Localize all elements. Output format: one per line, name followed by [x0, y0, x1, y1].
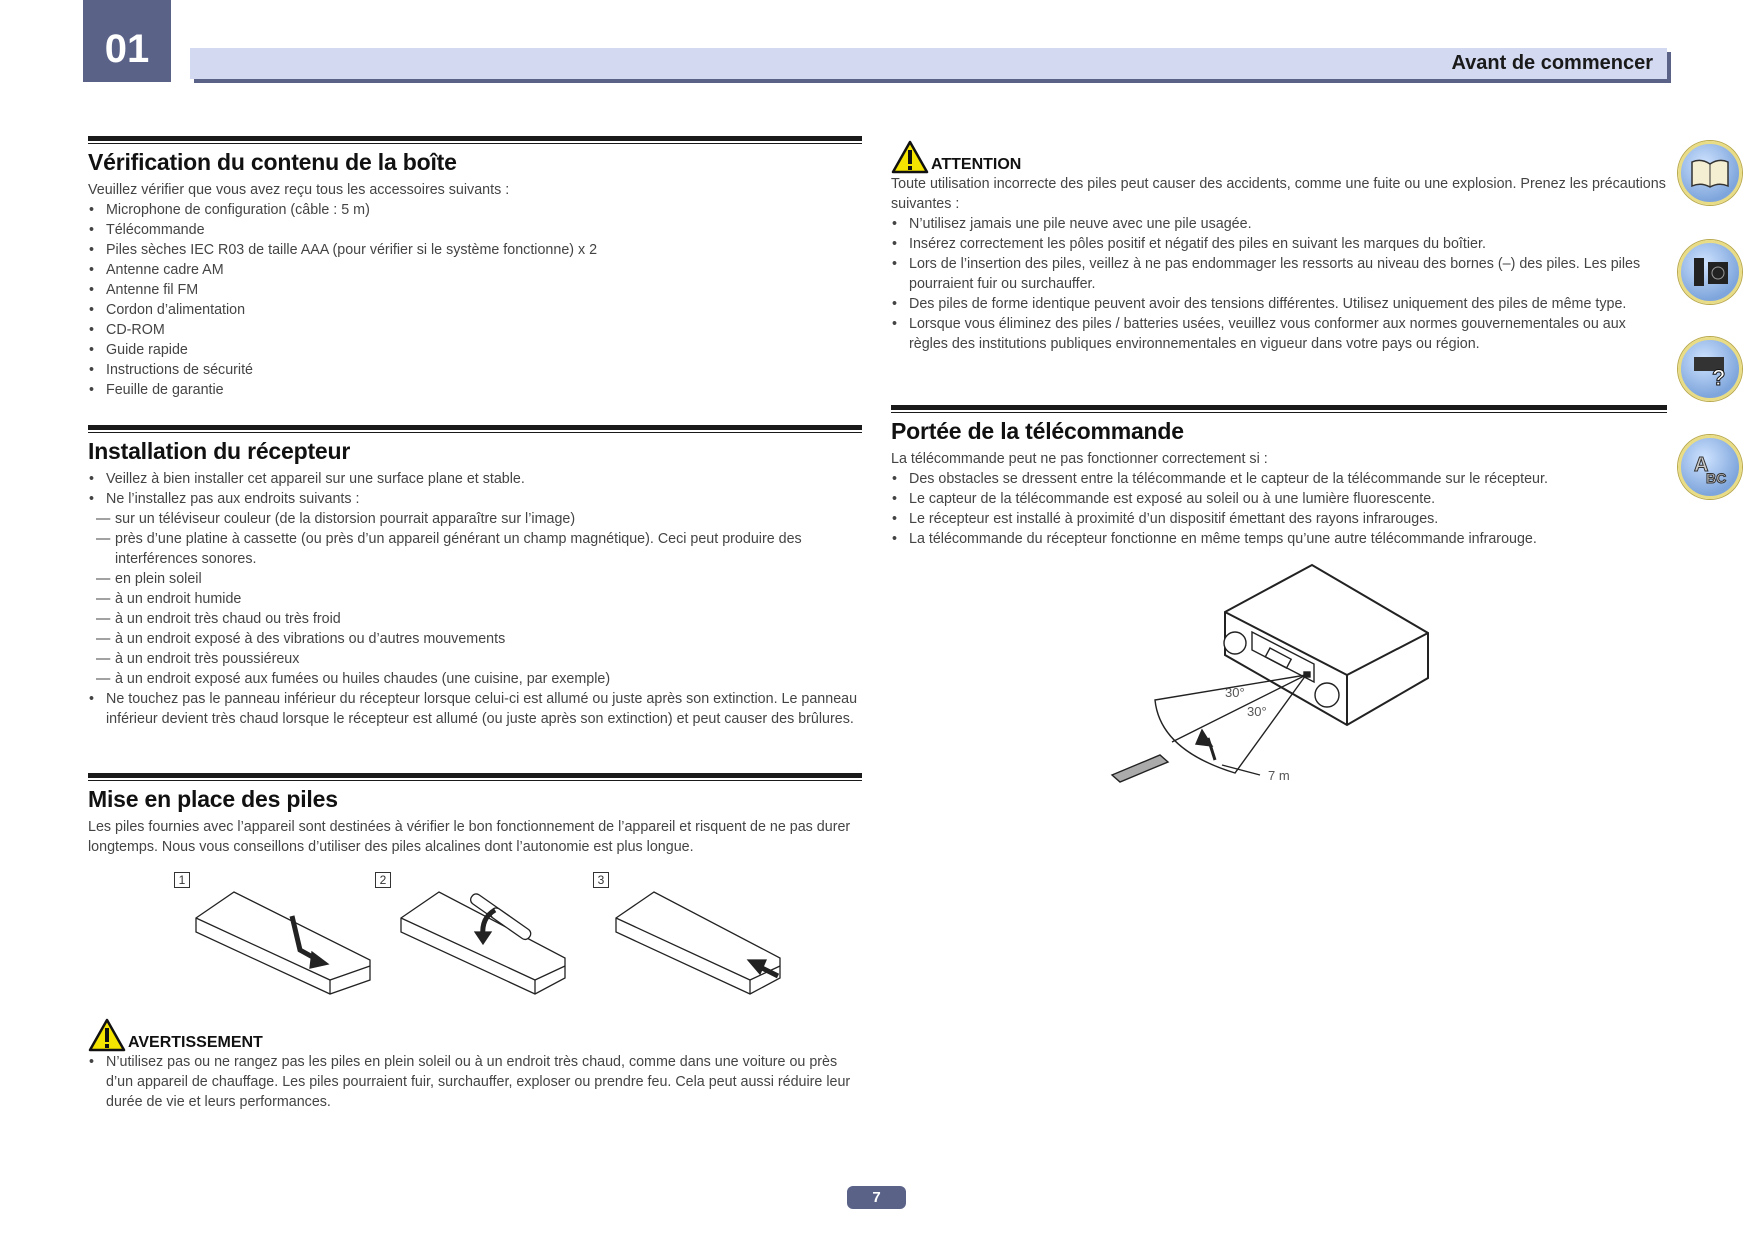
- attention-block: [891, 140, 1667, 354]
- warning-triangle-icon: [88, 1018, 126, 1052]
- troubleshooting-icon[interactable]: [1678, 337, 1742, 401]
- list-item: • CD-ROM: [88, 320, 862, 340]
- page-number: 7: [847, 1186, 906, 1209]
- chapter-title-bar: [190, 48, 1667, 79]
- section-rule: [88, 773, 862, 781]
- warning-triangle-icon: [891, 140, 929, 174]
- list-item: • Guide rapide: [88, 340, 862, 360]
- book-icon[interactable]: [1678, 141, 1742, 205]
- list-item: • Piles sèches IEC R03 de taille AAA (pour vérifier si le système fonctionne) x 2: [88, 240, 862, 260]
- warning-label: AVERTISSEMENT: [128, 1034, 263, 1051]
- list-item: • Lors de l’insertion des piles, veillez à ne pas endommager les ressorts au niveau des bornes (–) des piles. Les piles pourraient fuir ou surchauffer.: [891, 254, 1667, 294]
- list-item: • Des piles de forme identique peuvent avoir des tensions différentes. Utilisez uniquement des piles de même type.: [891, 294, 1667, 314]
- section-portee: [891, 405, 1667, 549]
- list-item: • Le récepteur est installé à proximité d’un dispositif émettant des rayons infrarouges.: [891, 509, 1667, 529]
- battery-installation-illustration: [190, 880, 790, 1000]
- list-item: • Le capteur de la télécommande est exposé au soleil ou à une lumière fluorescente.: [891, 489, 1667, 509]
- section-piles: [88, 773, 862, 857]
- dash-item: — à un endroit exposé à des vibrations ou d’autres mouvements: [88, 629, 862, 649]
- dash-item: — à un endroit très poussiéreux: [88, 649, 862, 669]
- intro-text: Toute utilisation incorrecte des piles peut causer des accidents, comme une fuite ou une explosion. Prenez les précautions suivantes :: [891, 176, 1666, 212]
- list-item: • Insérez correctement les pôles positif et négatif des piles en suivant les marques du boîtier.: [891, 234, 1667, 254]
- connections-icon[interactable]: [1678, 240, 1742, 304]
- svg-text:?: ?: [1712, 365, 1726, 387]
- dash-item: — en plein soleil: [88, 569, 862, 589]
- dash-item: — près d’une platine à cassette (ou près d’un appareil générant un champ magnétique). Ceci peut produire des interférences sonores.: [88, 529, 862, 569]
- intro-text: Les piles fournies avec l’appareil sont destinées à vérifier le bon fonctionnement de l’appareil et risquent de ne pas durer longtemps. Nous vous conseillons d’utiliser des piles alcalines dont l’autonomie est plus longue.: [88, 819, 851, 855]
- list-item: • Antenne fil FM: [88, 280, 862, 300]
- section-rule: [88, 136, 862, 144]
- list-item: • Des obstacles se dressent entre la télécommande et le capteur de la télécommande sur le récepteur.: [891, 469, 1667, 489]
- section-heading: Vérification du contenu de la boîte: [88, 149, 457, 175]
- list-item: • N’utilisez jamais une pile neuve avec une pile usagée.: [891, 214, 1667, 234]
- list-item: • Antenne cadre AM: [88, 260, 862, 280]
- remote-step-1: [196, 892, 370, 994]
- remote-range-illustration: [1100, 550, 1440, 790]
- step-number: 1: [174, 872, 190, 888]
- attention-label: ATTENTION: [931, 156, 1022, 173]
- list-item: • Cordon d’alimentation: [88, 300, 862, 320]
- list-item: • Lorsque vous éliminez des piles / batteries usées, veuillez vous conformer aux normes gouvernementales ou aux règles des institutions publiques environnementales en vigueur dans votre pays ou région.: [891, 314, 1667, 354]
- remote-step-3: [616, 892, 780, 994]
- intro-text: Veuillez vérifier que vous avez reçu tous les accessoires suivants :: [88, 182, 510, 198]
- dash-item: — à un endroit exposé aux fumées ou huiles chaudes (une cuisine, par exemple): [88, 669, 862, 689]
- list-item: • Feuille de garantie: [88, 380, 862, 400]
- section-rule: [891, 405, 1667, 413]
- section-rule: [88, 425, 862, 433]
- list-item: • Microphone de configuration (câble : 5 m): [88, 200, 862, 220]
- warning-block: [88, 1018, 862, 1112]
- angle-label-1: 30°: [1225, 685, 1245, 700]
- list-item: • Instructions de sécurité: [88, 360, 862, 380]
- angle-label-2: 30°: [1247, 704, 1267, 719]
- dash-item: — à un endroit très chaud ou très froid: [88, 609, 862, 629]
- accessory-list: [88, 200, 862, 400]
- list-item: • N’utilisez pas ou ne rangez pas les piles en plein soleil ou à un endroit très chaud, comme dans une voiture ou près d’un appareil de chauffage. Les piles pourraient fuir, surchauffer, exploser ou prendre feu. Cela peut aussi réduire leur durée de vie et leurs performances.: [88, 1052, 862, 1112]
- list-item: • Télécommande: [88, 220, 862, 240]
- intro-text: La télécommande peut ne pas fonctionner correctement si :: [891, 451, 1268, 467]
- svg-text:BC: BC: [1706, 470, 1727, 485]
- list-item: • Veillez à bien installer cet appareil sur une surface plane et stable.: [88, 469, 862, 489]
- dash-item: — à un endroit humide: [88, 589, 862, 609]
- section-heading: Mise en place des piles: [88, 786, 338, 812]
- distance-label: 7 m: [1268, 768, 1290, 783]
- step-number: 2: [375, 872, 391, 888]
- remote-step-2: [401, 892, 565, 994]
- list-item: • La télécommande du récepteur fonctionne en même temps qu’une autre télécommande infrarouge.: [891, 529, 1667, 549]
- list-item: • Ne touchez pas le panneau inférieur du récepteur lorsque celui-ci est allumé ou juste après son extinction. Le panneau inférieur devient très chaud lorsque le récepteur est allumé (ou juste après son extinction) et peut causer des brûlures.: [88, 689, 862, 729]
- list-item: • Ne l’installez pas aux endroits suivants :: [88, 489, 862, 509]
- chapter-title: Avant de commencer: [1451, 52, 1653, 74]
- section-installation: [88, 425, 862, 729]
- dash-item: — sur un téléviseur couleur (de la distorsion pourrait apparaître sur l’image): [88, 509, 862, 529]
- section-verification: [88, 136, 862, 400]
- svg-text:A: A: [1694, 454, 1709, 476]
- chapter-number: 01: [83, 0, 171, 82]
- section-heading: Portée de la télécommande: [891, 418, 1184, 444]
- step-number: 3: [593, 872, 609, 888]
- section-heading: Installation du récepteur: [88, 438, 351, 464]
- glossary-icon[interactable]: [1678, 435, 1742, 499]
